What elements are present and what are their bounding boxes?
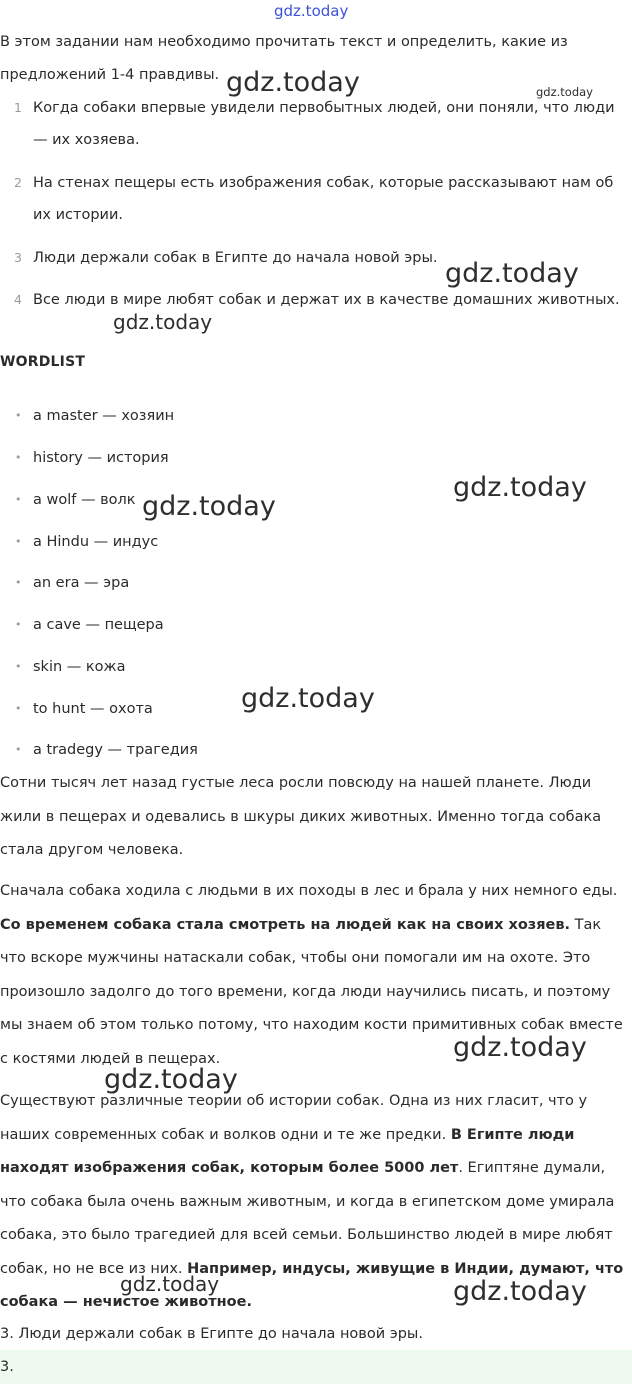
highlighted-sentence: Например, индусы, живущие в Индии, думают, что собака — нечистое животное.	[0, 1260, 624, 1310]
watermark: gdz.today	[120, 1272, 220, 1296]
text-paragraph: Сотни тысяч лет назад густые леса росли повсюду на нашей планете. Люди жили в пещерах и одевались в шкуры диких животных. Именно тогда собака стала другом человека.	[0, 775, 602, 858]
paragraph-text: Так что вскоре мужчины натаскали собак, чтобы они помогали им на охоте. Это произошло задолго до того времени, когда люди научились писать, и поэтому мы знаем об этом только потому, что находим кости примитивных собак вместе с костями людей в пещерах.	[0, 916, 623, 1067]
watermark: gdz.today	[142, 491, 276, 522]
wordlist-item-text: a master — хозяин	[33, 408, 175, 424]
question-text: Люди держали собак в Египте до начала новой эры.	[33, 250, 438, 266]
watermark: gdz.today	[241, 683, 375, 714]
text-paragraph	[0, 875, 630, 1076]
watermark: gdz.today	[226, 67, 360, 98]
highlighted-sentence: В Египте люди находят изображения собак, которым более 5000 лет	[0, 1126, 575, 1176]
question-number: 4	[14, 292, 22, 307]
wordlist-item-text: a cave — пещера	[33, 617, 164, 633]
watermark-small: gdz.today	[536, 85, 593, 99]
bullet-icon: •	[15, 576, 22, 589]
wordlist-item-text: an era — эра	[33, 575, 130, 591]
question-number: 1	[14, 100, 22, 115]
question-number: 2	[14, 175, 22, 190]
watermark: gdz.today	[104, 1064, 238, 1095]
paragraph-text: Существуют различные теории об истории собак. Одна из них гласит, что у наших современных собак и волков одни и те же предки.	[0, 1093, 588, 1143]
wordlist-item-text: to hunt — охота	[33, 701, 153, 717]
bullet-icon: •	[15, 618, 22, 631]
answer-box	[0, 1350, 632, 1384]
watermark: gdz.today	[445, 258, 579, 289]
answer-statement: 3. Люди держали собак в Египте до начала новой эры.	[0, 1326, 423, 1342]
bullet-icon: •	[15, 451, 22, 464]
task-intro: В этом задании нам необходимо прочитать текст и определить, какие из предложений 1-4 правдивы.	[0, 34, 568, 83]
bullet-icon: •	[15, 535, 22, 548]
answer-value: 3.	[0, 1359, 14, 1375]
watermark-top: gdz.today	[274, 2, 349, 20]
bullet-icon: •	[15, 493, 22, 506]
bullet-icon: •	[15, 743, 22, 756]
bullet-icon: •	[15, 702, 22, 715]
wordlist-item-text: history — история	[33, 450, 169, 466]
watermark: gdz.today	[453, 1032, 587, 1063]
wordlist-item-text: a Hindu — индус	[33, 534, 159, 550]
watermark: gdz.today	[453, 1276, 587, 1307]
wordlist-item-text: a tradegy — трагедия	[33, 742, 198, 758]
wordlist-heading: WORDLIST	[0, 354, 86, 370]
text-paragraph	[0, 1085, 630, 1320]
question-number: 3	[14, 250, 22, 265]
bullet-icon: •	[15, 409, 22, 422]
bullet-icon: •	[15, 660, 22, 673]
wordlist-item-text: skin — кожа	[33, 659, 126, 675]
question-text: Все люди в мире любят собак и держат их в качестве домашних животных.	[33, 292, 620, 308]
question-text: На стенах пещеры есть изображения собак, которые рассказывают нам об их истории.	[33, 175, 614, 223]
paragraph-text: . Египтяне думали, что собака была очень важным животным, и когда в египетском доме умирала собака, это было трагедией для всей семьи. Большинство людей в мире любят собак, но не все из них.	[0, 1160, 615, 1277]
highlighted-sentence: Со временем собака стала смотреть на людей как на своих хозяев.	[0, 916, 571, 933]
question-text: Когда собаки впервые увидели первобытных людей, они поняли, что люди — их хозяева.	[33, 100, 615, 148]
watermark: gdz.today	[453, 472, 587, 503]
watermark: gdz.today	[113, 310, 213, 334]
wordlist-item-text: a wolf — волк	[33, 492, 136, 508]
paragraph-text: Сначала собака ходила с людьми в их походы в лес и брала у них немного еды.	[0, 883, 618, 899]
